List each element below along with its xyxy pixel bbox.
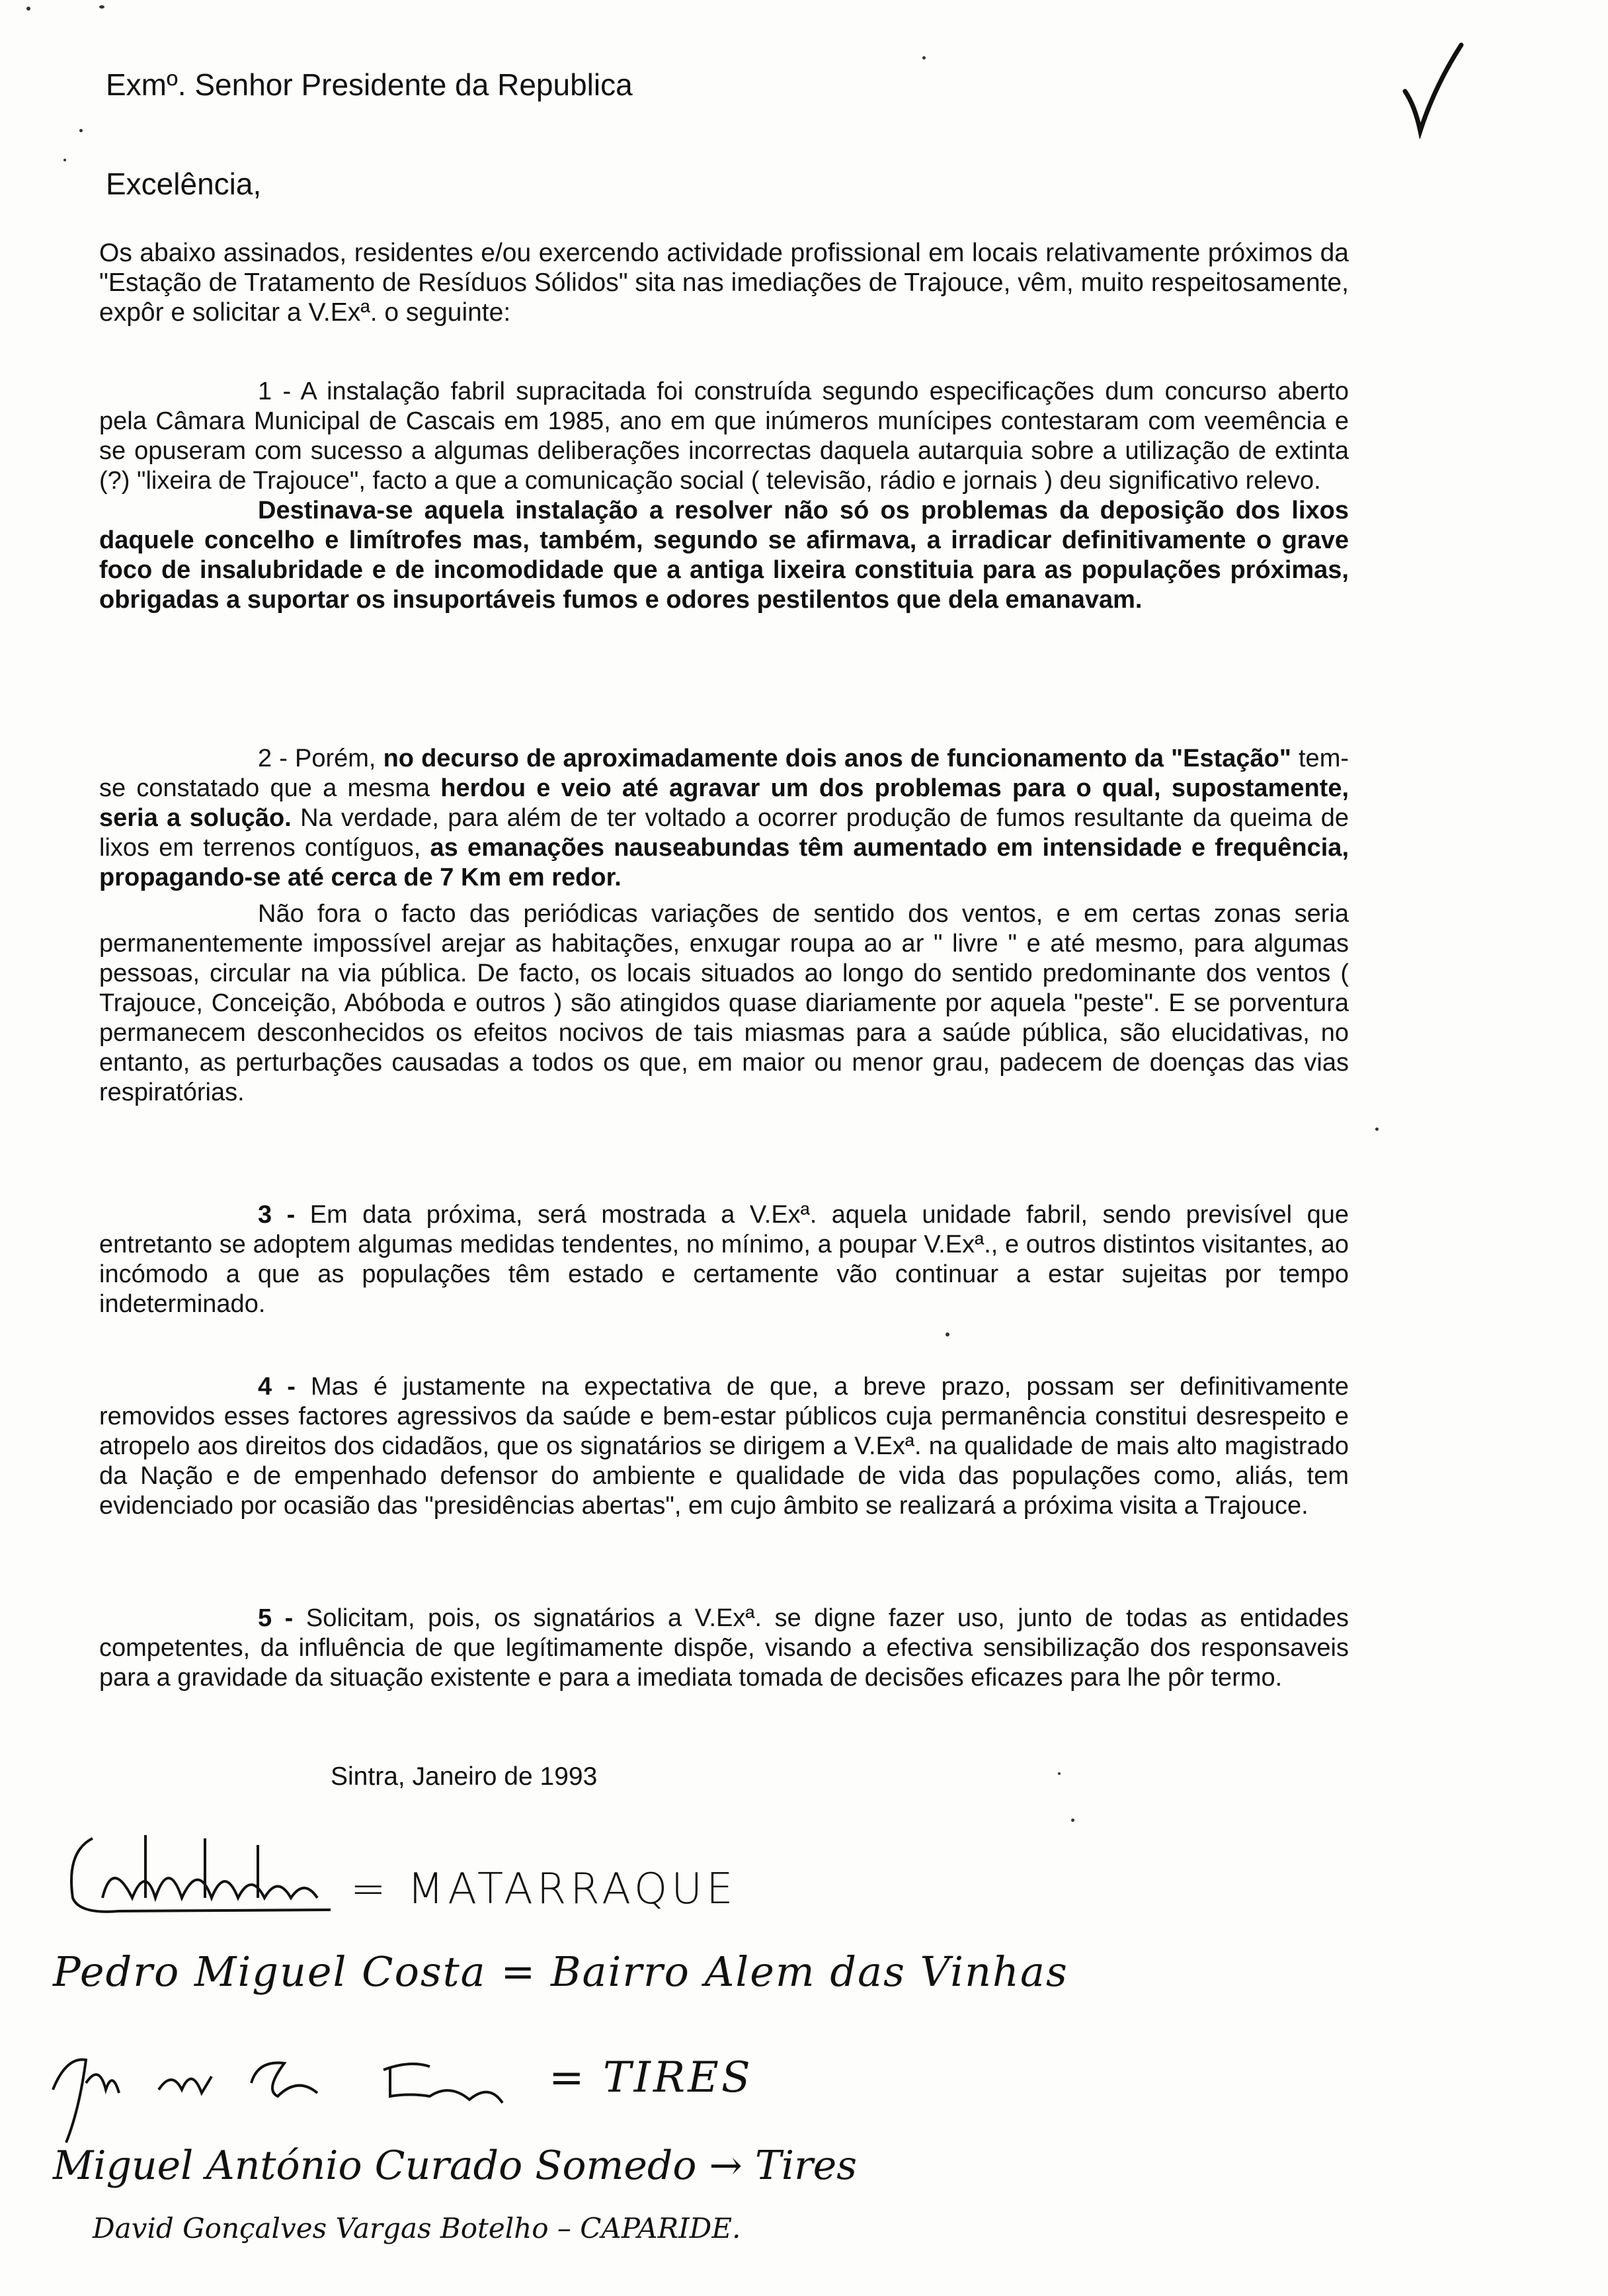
paragraph-4-number: 4 - — [258, 1373, 311, 1401]
paragraph-3-number: 3 - — [258, 1201, 310, 1229]
intro-text: Os abaixo assinados, residentes e/ou exercendo actividade profissional em locais relativamente próximos da "Estação de Tratamento de Resíduos Sólidos" sita nas imediações de Trajouce, vêm, muito respeitosamente, expôr e solicitar a V.Exª. o seguinte: — [99, 239, 1349, 327]
paragraph-2-d: herdou e veio até agravar um dos problemas para o qual, supostamente, seria a solução. — [99, 774, 1349, 832]
paragraph-2-a: 2 - Porém, — [258, 745, 383, 772]
signature-4-text: Miguel António Curado Somedo → Tires — [53, 2143, 858, 2189]
paragraph-5-text — [99, 1604, 1349, 1693]
scan-speck — [945, 1332, 949, 1336]
signature-1-text: = MATARRAQUE — [350, 1865, 737, 1914]
paragraph-4-text — [99, 1372, 1349, 1521]
signatures-drawing — [40, 1799, 1560, 2262]
paragraph-2-c: tem-se constatado que a mesma — [99, 745, 1349, 802]
paragraph-2 — [99, 744, 1349, 1108]
paragraph-5-number: 5 - — [258, 1604, 306, 1632]
signature-3-scribble — [53, 2060, 502, 2143]
paragraph-2-e: Na verdade, para além de ter voltado a ocorrer produção de fumos resultante da queima de lixos em terrenos contíguos, — [99, 804, 1349, 862]
signatures-block — [40, 1799, 1560, 2262]
paragraph-5 — [99, 1604, 1349, 1693]
paragraph-1b-bold: irradicar definitivamente o grave foco de insalubridade e de incomodidade que a antiga lixeira constituia para as populações próximas, obrigadas a suportar os insuportáveis fumos e odores pestilentos que dela emanavam. — [99, 526, 1349, 614]
paragraph-1b-normal: Destinava-se aquela instalação a resolver não só os problemas da deposição dos lixos daquele concelho e limítrofes mas, também, segundo se afirmava, a — [99, 497, 1349, 554]
paragraph-3 — [99, 1200, 1349, 1319]
letter-greeting: Excelência, — [106, 167, 262, 201]
paragraph-2-f: as emanações nauseabundas têm aumentado em intensidade e frequência, propagando-se até cerca de 7 Km em redor. — [99, 834, 1349, 891]
intro-paragraph — [99, 238, 1349, 327]
paragraph-2b-text: Não fora o facto das periódicas variações de sentido dos ventos, e em certas zonas seria permanentemente impossível arejar as habitações, enxugar roupa ao ar " livre " e até mesmo, para algumas pessoas, circular na via pública. De facto, os locais situados ao longo do sentido predominante dos ventos ( Trajouce, Conceição, Abóboda e outros ) são atingidos quase diariamente por aquela "peste". E se porventura permanecem desconhecidos os efeitos nocivos de tais miasmas para a saúde pública, são elucidativas, no entanto, as perturbações causadas a todos os que, em maior ou menor grau, padecem de doenças das vias respiratórias. — [99, 900, 1349, 1106]
paragraph-1b — [99, 496, 1349, 615]
scan-speck — [26, 7, 30, 11]
scan-speck — [922, 56, 926, 60]
scan-speck — [79, 129, 83, 132]
scan-speck — [1375, 1128, 1379, 1131]
paragraph-1 — [99, 377, 1349, 615]
paragraph-2-text — [99, 744, 1349, 893]
paragraph-3-body: Em data próxima, será mostrada a V.Exª. aquela unidade fabril, sendo previsível que entretanto se adoptem algumas medidas tendentes, no mínimo, a poupar V.Exª., e outros distintos visitantes, ao incómodo a que as populações têm estado e certamente vão continuar a estar sujeitas por tempo indeterminado. — [99, 1201, 1349, 1318]
scan-speck — [99, 5, 104, 9]
scan-speck — [1058, 1772, 1061, 1775]
signature-1-scribble — [71, 1835, 331, 1912]
letter-salutation: Exmº. Senhor Presidente da Republica — [106, 67, 633, 102]
paragraph-5-body: Solicitam, pois, os signatários a V.Exª. se digne fazer uso, junto de todas as entidades competentes, da influência de que legítimamente dispõe, visando a efectiva sensibilização dos responsaveis para a gravidade da situação existente e para a imediata tomada de decisões eficazes para lhe pôr termo. — [99, 1604, 1349, 1692]
checkmark-icon — [1395, 40, 1474, 139]
paragraph-4 — [99, 1372, 1349, 1521]
paragraph-4-body: Mas é justamente na expectativa de que, a breve prazo, possam ser definitivamente removidos esses factores agressivos da saúde e bem-estar públicos cuja permanência constitui desrespeito e atropelo aos direitos dos cidadãos, que os signatários se dirigem a V.Exª. na qualidade de mais alto magistrado da Nação e de empenhado defensor do ambiente e qualidade de vida das populações como, aliás, tem evidenciado por ocasião das "presidências abertas", em cujo âmbito se realizará a próxima visita a Trajouce. — [99, 1373, 1349, 1520]
place-date: Sintra, Janeiro de 1993 — [331, 1762, 598, 1791]
signature-5-text: David Gonçalves Vargas Botelho – CAPARIDE. — [93, 2212, 741, 2244]
paragraph-1-text: 1 - A instalação fabril supracitada foi construída segundo especificações dum concurso aberto pela Câmara Municipal de Cascais em 1985, ano em que inúmeros munícipes contestaram com veemência e se opuseram com sucesso a algumas deliberações incorrectas daquela autarquia sobre a utilização de extinta (?) "lixeira de Trajouce", facto a que a comunicação social ( televisão, rádio e jornais ) deu significativo relevo. — [99, 378, 1349, 495]
signature-3-text: = TIRES — [549, 2053, 753, 2102]
signature-2-text: Pedro Miguel Costa = Bairro Alem das Vinhas — [53, 1948, 1068, 1996]
paragraph-2-b: no decurso de aproximadamente dois anos de funcionamento da "Estação" — [383, 745, 1291, 772]
paragraph-3-text — [99, 1200, 1349, 1319]
scan-speck — [63, 159, 66, 161]
